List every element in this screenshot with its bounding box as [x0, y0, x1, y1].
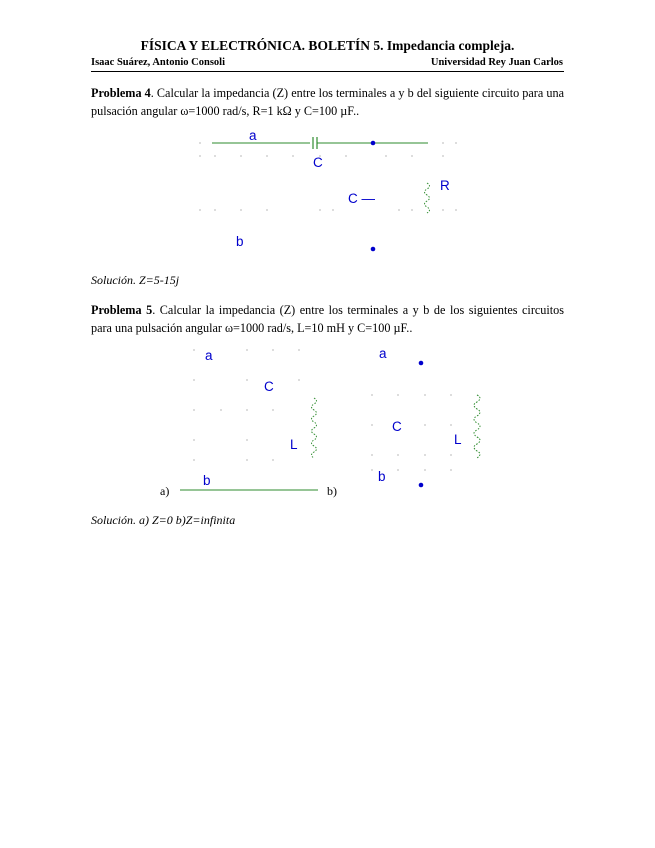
capacitor-label: C [392, 419, 402, 434]
problem-5-heading: Problema 5 [91, 303, 153, 317]
node-dot [371, 247, 376, 252]
inductor-label: L [290, 437, 298, 452]
capacitor-label: C — [348, 191, 375, 206]
part-b-label: b) [327, 484, 337, 498]
inductor-label: L [454, 432, 462, 447]
terminal-b-label: b [378, 469, 386, 484]
terminal-b-label: b [236, 234, 244, 249]
terminal-b-label: b [203, 473, 211, 488]
problem-4-solution: Solución. Z=5-15j [91, 273, 180, 287]
capacitor-label: C [264, 379, 274, 394]
capacitor-label: C [313, 155, 323, 170]
resistor-symbol [425, 183, 430, 213]
terminal-a-label: a [249, 128, 257, 143]
grid-dots [371, 394, 451, 470]
authors: Isaac Suárez, Antonio Consoli [91, 57, 225, 68]
problem-5-circuit-a [180, 349, 318, 490]
resistor-label: R [440, 178, 450, 193]
terminal-a-label: a [205, 348, 213, 363]
node-dot [419, 483, 424, 488]
grid-dots [199, 142, 456, 210]
page-title: FÍSICA Y ELECTRÓNICA. BOLETÍN 5. Impedancia compleja. [140, 38, 515, 53]
problem-4-heading: Problema 4 [91, 86, 151, 100]
node-dot [371, 141, 376, 146]
inductor-symbol [474, 395, 480, 458]
grid-dots [193, 349, 299, 460]
node-dot [419, 361, 424, 366]
inductor-symbol [312, 398, 317, 458]
problem-4-text: . Calcular la impedancia (Z) entre los terminales a y b del siguiente circuito para una pulsación angular ω=1000 rad/s, R=1 kΩ y C=100 µF.. [91, 86, 564, 118]
part-a-label: a) [160, 484, 170, 498]
problem-5-text: . Calcular la impedancia (Z) entre los terminales a y b de los siguientes circuitos para una pulsación angular ω=1000 rad/s, L=10 mH y C=100 µF.. [91, 303, 564, 335]
problem-5-circuit-b [371, 361, 480, 488]
terminal-a-label: a [379, 346, 387, 361]
university: Universidad Rey Juan Carlos [430, 57, 563, 68]
problem-5-solution: Solución. a) Z=0 b)Z=infinita [91, 513, 236, 527]
problem-5-statement [91, 301, 564, 337]
